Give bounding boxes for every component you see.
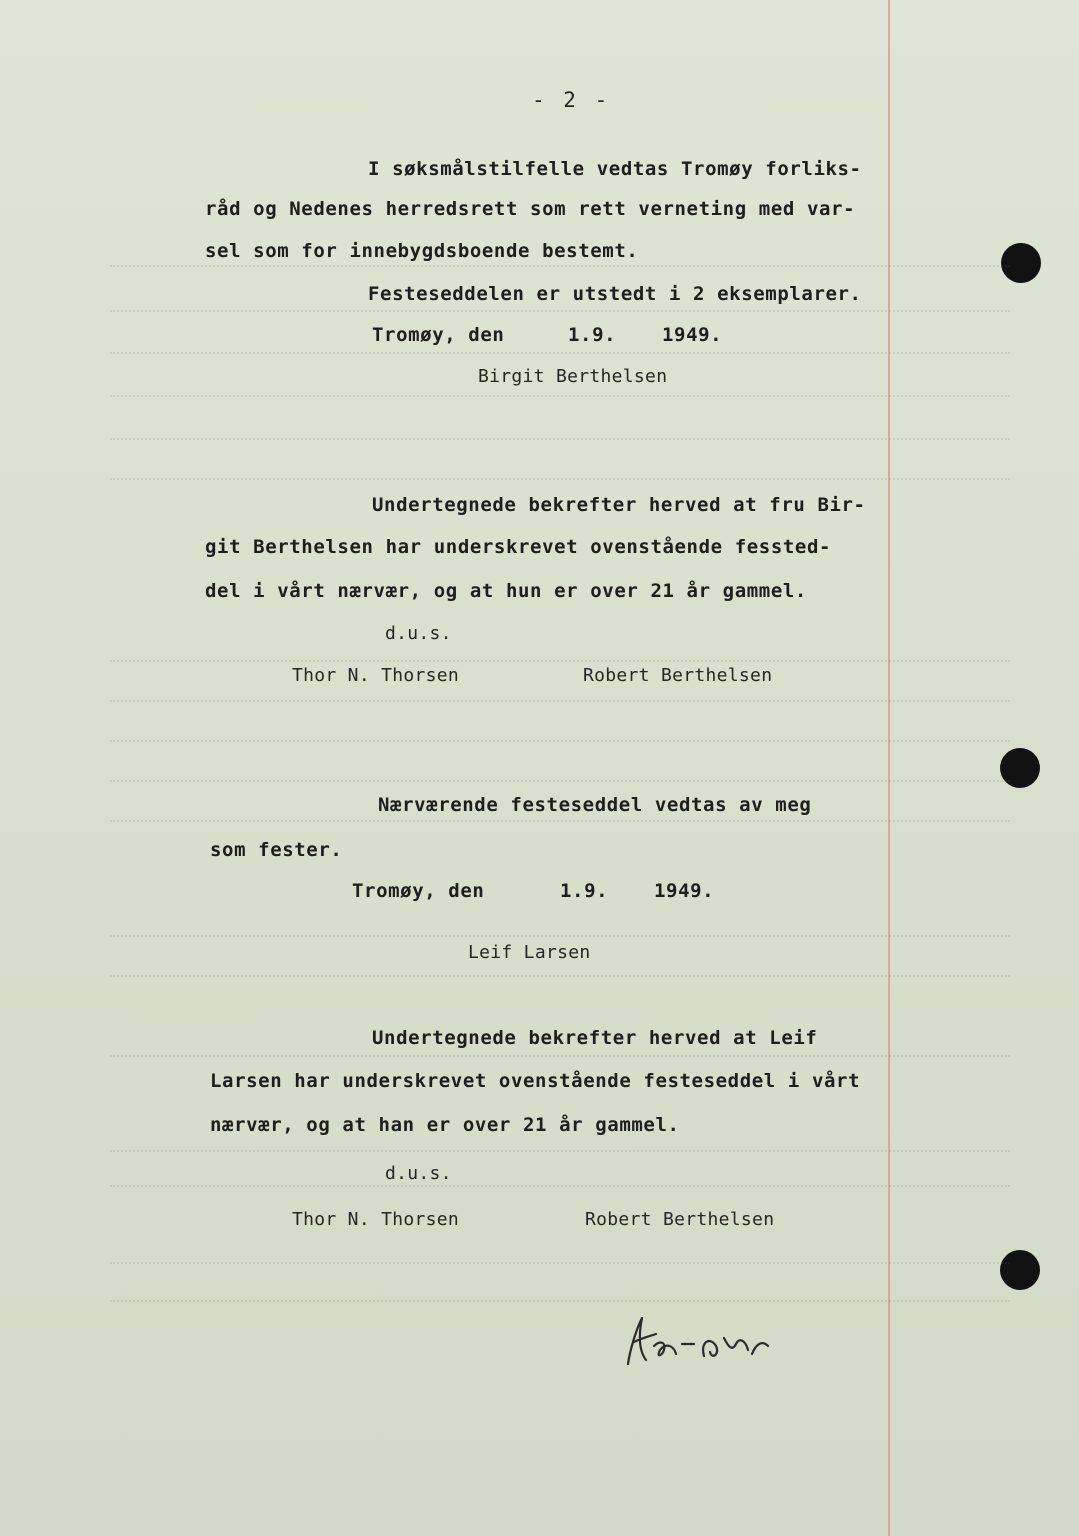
paragraph-line: I søksmålstilfelle vedtas Tromøy forliks- (368, 158, 862, 180)
witness-statement-line: Undertegnede bekrefter herved at Leif (372, 1027, 818, 1049)
dus-abbreviation: d.u.s. (385, 623, 452, 644)
copies-line: Festeseddelen er utstedt i 2 eksemplarer. (368, 283, 862, 305)
witness-statement-line: del i vårt nærvær, og at hun er over 21 år gammel. (205, 580, 807, 602)
witness-statement-line: Undertegnede bekrefter herved at fru Bir- (372, 494, 866, 516)
bleed-through (110, 1185, 1010, 1201)
bleed-through (110, 395, 1010, 411)
acceptance-line: Nærværende festeseddel vedtas av meg (378, 794, 812, 816)
bleed-through (110, 740, 1010, 756)
date: 1.9. (568, 324, 617, 346)
bleed-through (110, 820, 1010, 836)
handwritten-initials (620, 1312, 810, 1372)
witness-statement-line: nærvær, og at han er over 21 år gammel. (210, 1114, 680, 1136)
year: 1949. (654, 880, 715, 902)
date: 1.9. (560, 880, 609, 902)
bleed-through (110, 1055, 1010, 1071)
signer-name: Birgit Berthelsen (478, 366, 668, 387)
bleed-through (110, 265, 1010, 281)
witness-statement-line: git Berthelsen har underskrevet ovenstående fessted- (205, 536, 832, 558)
bleed-through (110, 1300, 1010, 1316)
signer-name: Leif Larsen (468, 942, 591, 963)
witness-statement-line: Larsen har underskrevet ovenstående festeseddel i vårt (210, 1070, 861, 1092)
bleed-through (110, 975, 1010, 991)
bleed-through (110, 1262, 1010, 1278)
page-number: - 2 - (532, 88, 611, 112)
year: 1949. (662, 324, 723, 346)
place: Tromøy, den (352, 880, 485, 902)
bleed-through (110, 478, 1010, 494)
paragraph-line: råd og Nedenes herredsrett som rett verneting med var- (205, 198, 856, 220)
bleed-through (110, 310, 1010, 326)
acceptance-line: som fester. (210, 839, 343, 861)
dus-abbreviation: d.u.s. (385, 1163, 452, 1184)
paragraph-line: sel som for innebygdsboende bestemt. (205, 240, 639, 262)
place: Tromøy, den (372, 324, 505, 346)
witness-name: Thor N. Thorsen (292, 1209, 460, 1230)
bleed-through (110, 660, 1010, 676)
bleed-through (110, 700, 1010, 716)
bleed-through (110, 438, 1010, 454)
bleed-through (110, 1150, 1010, 1166)
witness-name: Robert Berthelsen (585, 1209, 775, 1230)
witness-name: Thor N. Thorsen (292, 665, 460, 686)
witness-name: Robert Berthelsen (583, 665, 773, 686)
